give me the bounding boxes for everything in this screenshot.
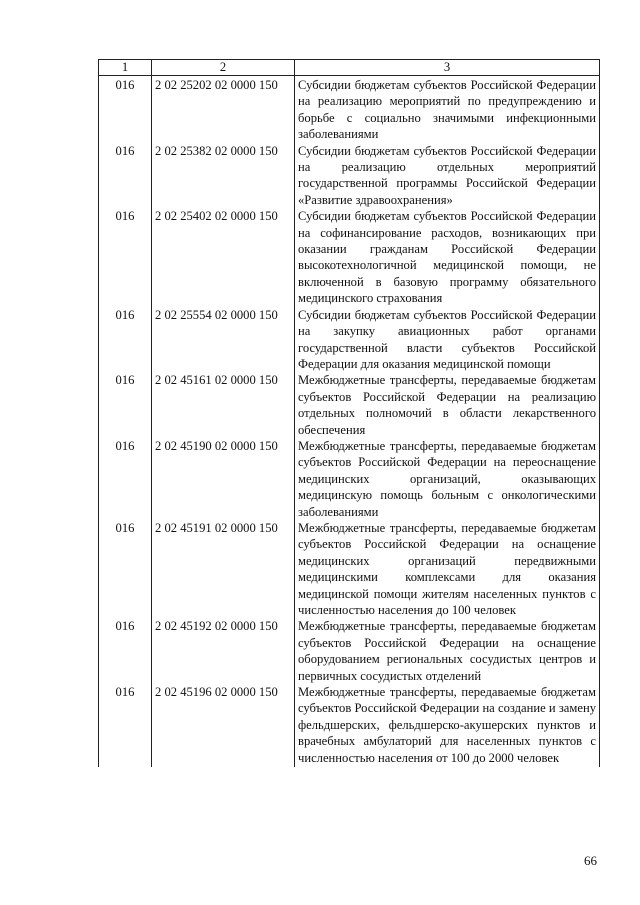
admin-code-cell: 016 <box>99 520 152 618</box>
admin-code-cell: 016 <box>99 307 152 373</box>
description-cell: Межбюджетные трансферты, передаваемые бюджетам субъектов Российской Федерации на реализацию отдельных полномочий в области лекарственного обеспечения <box>295 372 600 438</box>
table-row <box>99 618 600 684</box>
admin-code-cell: 016 <box>99 208 152 306</box>
page-number: 66 <box>584 853 597 868</box>
budget-code-cell: 2 02 45192 02 0000 150 <box>152 618 295 684</box>
description-cell: Межбюджетные трансферты, передаваемые бюджетам субъектов Российской Федерации на переоснащение медицинских организаций, оказывающих медицинскую помощь больным с онкологическими заболеваниями <box>295 438 600 520</box>
description-cell: Субсидии бюджетам субъектов Российской Федерации на реализацию отдельных мероприятий государственной программы Российской Федерации «Развитие здравоохранения» <box>295 143 600 209</box>
table-row <box>99 520 600 618</box>
column-header-1: 1 <box>99 60 152 76</box>
admin-code-cell: 016 <box>99 684 152 767</box>
table-row <box>99 76 600 143</box>
table-row <box>99 438 600 520</box>
budget-code-cell: 2 02 45196 02 0000 150 <box>152 684 295 767</box>
budget-code-cell: 2 02 45191 02 0000 150 <box>152 520 295 618</box>
table-row <box>99 307 600 373</box>
budget-code-cell: 2 02 25554 02 0000 150 <box>152 307 295 373</box>
description-cell: Межбюджетные трансферты, передаваемые бюджетам субъектов Российской Федерации на оснащение медицинских организаций передвижными медицинскими комплексами для оказания медицинской помощи жителям населенных пунктов с численностью населения до 100 человек <box>295 520 600 618</box>
budget-code-cell: 2 02 25402 02 0000 150 <box>152 208 295 306</box>
table-row <box>99 684 600 767</box>
description-cell: Субсидии бюджетам субъектов Российской Федерации на реализацию мероприятий по предупреждению и борьбе с социально значимыми инфекционными заболеваниями <box>295 76 600 143</box>
description-cell: Субсидии бюджетам субъектов Российской Федерации на софинансирование расходов, возникающих при оказании гражданам Российской Федерации высокотехнологичной медицинской помощи, не включенной в базовую программу обязательного медицинского страхования <box>295 208 600 306</box>
revenue-classification-table <box>98 59 600 767</box>
budget-code-cell: 2 02 45161 02 0000 150 <box>152 372 295 438</box>
table-row <box>99 208 600 306</box>
budget-code-cell: 2 02 45190 02 0000 150 <box>152 438 295 520</box>
admin-code-cell: 016 <box>99 76 152 143</box>
admin-code-cell: 016 <box>99 372 152 438</box>
description-cell: Межбюджетные трансферты, передаваемые бюджетам субъектов Российской Федерации на создание и замену фельдшерских, фельдшерско-акушерских пунктов и врачебных амбулаторий для населенных пунктов с численностью населения от 100 до 2000 человек <box>295 684 600 767</box>
budget-code-cell: 2 02 25382 02 0000 150 <box>152 143 295 209</box>
column-header-3: 3 <box>295 60 600 76</box>
admin-code-cell: 016 <box>99 618 152 684</box>
column-header-2: 2 <box>152 60 295 76</box>
table-row <box>99 143 600 209</box>
table-row <box>99 372 600 438</box>
description-cell: Субсидии бюджетам субъектов Российской Федерации на закупку авиационных работ органами государственной власти субъектов Российской Федерации для оказания медицинской помощи <box>295 307 600 373</box>
table-header-row <box>99 60 600 76</box>
admin-code-cell: 016 <box>99 438 152 520</box>
admin-code-cell: 016 <box>99 143 152 209</box>
budget-code-cell: 2 02 25202 02 0000 150 <box>152 76 295 143</box>
description-cell: Межбюджетные трансферты, передаваемые бюджетам субъектов Российской Федерации на оснащение оборудованием региональных сосудистых центров и первичных сосудистых отделений <box>295 618 600 684</box>
